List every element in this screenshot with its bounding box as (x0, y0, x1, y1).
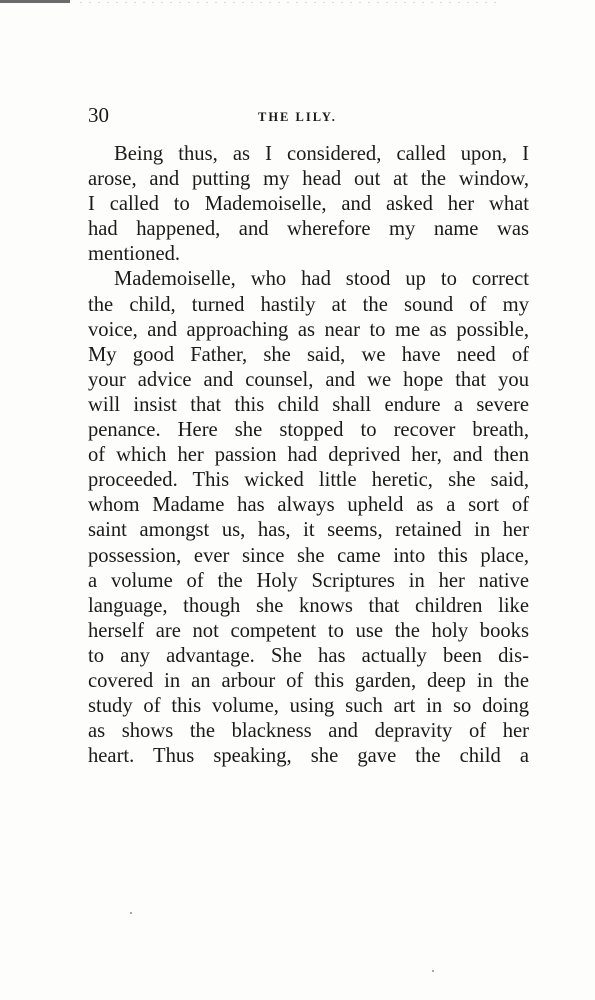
text-line: the child, turned hastily at the sound of my (88, 293, 529, 316)
page-header (88, 102, 528, 132)
text-line: will insist that this child shall endure a severe (88, 393, 529, 416)
body-text (88, 142, 529, 769)
text-line: a volume of the Holy Scriptures in her native (88, 569, 529, 592)
text-line: of which her passion had deprived her, and then (88, 444, 529, 467)
paper-speck (130, 912, 132, 914)
text-line: penance. Here she stopped to recover breath, (88, 419, 529, 442)
text-line: covered in an arbour of this garden, deep in the (88, 669, 529, 692)
text-line: language, though she knows that children like (88, 594, 529, 617)
text-line: herself are not competent to use the holy books (88, 619, 529, 642)
text-line: Being thus, as I considered, called upon, I (114, 143, 529, 165)
text-line: mentioned. (88, 243, 181, 266)
text-line: study of this volume, using such art in so doing (88, 695, 529, 718)
text-line: to any advantage. She has actually been dis- (88, 644, 529, 667)
text-line: your advice and counsel, and we hope that you (88, 368, 529, 391)
text-line: proceeded. This wicked little heretic, she said, (88, 469, 529, 492)
top-edge-speckle (80, 2, 500, 3)
text-line: voice, and approaching as near to me as possible, (88, 318, 529, 341)
text-line: possession, ever since she came into this place, (88, 544, 529, 567)
paper-speck (432, 970, 434, 972)
text-line: My good Father, she said, we have need of (88, 343, 529, 366)
top-edge-rule (0, 0, 70, 3)
text-line: arose, and putting my head out at the window, (88, 168, 529, 191)
text-line: I called to Mademoiselle, and asked her what (88, 193, 529, 216)
text-line: Mademoiselle, who had stood up to correct (114, 268, 529, 291)
text-line: saint amongst us, has, it seems, retained in her (88, 519, 529, 542)
text-line: had happened, and wherefore my name was (88, 218, 529, 241)
text-line: as shows the blackness and depravity of her (88, 720, 529, 743)
text-line: heart. Thus speaking, she gave the child a (88, 745, 529, 768)
running-title: THE LILY. (258, 110, 337, 124)
page-number: 30 (88, 103, 109, 127)
text-line: whom Madame has always upheld as a sort of (88, 494, 529, 517)
